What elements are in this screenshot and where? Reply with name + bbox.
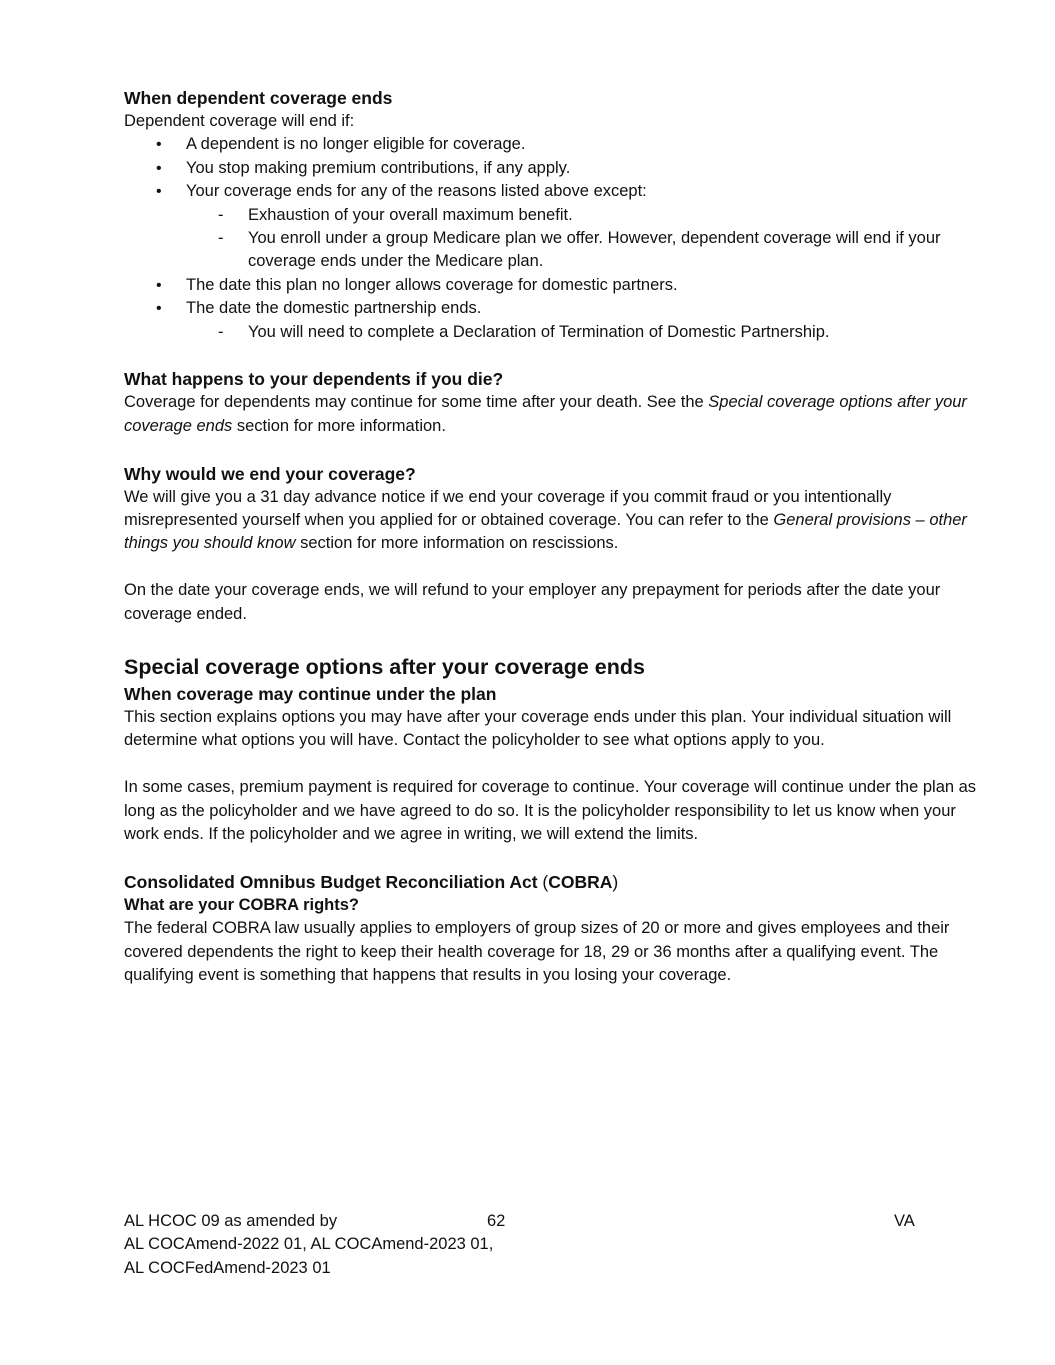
page-number: 62 <box>487 1212 506 1230</box>
page-footer <box>124 1210 924 1280</box>
section-heading-dependent-coverage-ends: When dependent coverage ends <box>124 88 393 108</box>
section-reference: Special coverage options after your coverage ends <box>124 393 967 435</box>
list-item: • The date this plan no longer allows coverage for domestic partners. <box>186 274 994 297</box>
text-span: section for more information on rescissions. <box>295 534 619 553</box>
text-span: We will give you a 31 day advance notice if we end your coverage if you commit fraud or you intentionally misrepresented yourself when you applied for or obtained coverage. You can refer to the <box>124 487 892 530</box>
subheading-cobra-rights: What are your COBRA rights? <box>124 895 359 914</box>
text-span: section for more information. <box>232 416 446 435</box>
paragraph: In some cases, premium payment is required for coverage to continue. Your coverage will continue under the plan as long as the policyholder and we have agreed to do so. It is the policyholder responsibility to let us know when your work ends. If the policyholder and we agree in writing, we will extend the limits. <box>124 778 977 844</box>
heading-text: Consolidated Omnibus Budget Reconciliation Act <box>124 871 543 892</box>
footer-fed-amendment-line: AL COCFedAmend-2023 01 <box>124 1258 331 1277</box>
list-item: - You will need to complete a Declaration of Termination of Domestic Partnership. <box>248 321 994 344</box>
list-item <box>186 180 994 274</box>
section-heading-why-end-coverage: Why would we end your coverage? <box>124 463 416 484</box>
section-heading-dependents-if-you-die: What happens to your dependents if you die? <box>124 369 504 390</box>
list-item: - Exhaustion of your overall maximum benefit. <box>248 204 994 227</box>
heading-acronym: COBRA <box>548 871 613 892</box>
footer-form-id: AL HCOC 09 as amended by <box>124 1212 338 1230</box>
list-item: • A dependent is no longer eligible for coverage. <box>186 133 994 156</box>
dash-list <box>186 204 994 274</box>
section-reference: General provisions – other things you should know <box>124 511 967 553</box>
page-body <box>124 86 994 988</box>
list-item: - You enroll under a group Medicare plan we offer. However, dependent coverage will end if your coverage ends under the Medicare plan. <box>248 227 994 274</box>
section-title-special-coverage-options: Special coverage options after your coverage ends <box>124 655 645 680</box>
section-heading-coverage-may-continue: When coverage may continue under the plan <box>124 684 497 705</box>
paragraph <box>124 391 994 438</box>
list-item-text: The date the domestic partnership ends. <box>186 299 482 318</box>
intro-text: Dependent coverage will end if: <box>124 112 355 130</box>
list-item: • You stop making premium contributions, if any apply. <box>186 157 994 180</box>
bullet-list <box>124 133 994 344</box>
heading-paren: ) <box>612 871 619 892</box>
section-heading-cobra <box>124 870 994 894</box>
list-item <box>186 297 994 344</box>
text-span: Coverage for dependents may continue for some time after your death. See the <box>124 393 709 412</box>
paragraph: This section explains options you may have after your coverage ends under this plan. Your individual situation will determine what options you will have. Contact the policyholder to see what options apply to you. <box>124 708 952 750</box>
paragraph <box>124 486 994 556</box>
heading-paren: ( <box>542 871 549 892</box>
state-code: VA <box>894 1212 915 1230</box>
paragraph: On the date your coverage ends, we will refund to your employer any prepayment for periods after the date your coverage ended. <box>124 581 941 623</box>
paragraph: The federal COBRA law usually applies to employers of group sizes of 20 or more and gives employees and their covered dependents the right to keep their health coverage for 18, 29 or 36 months after a qualifying event. The qualifying event is something that happens that results in you losing your coverage. <box>124 919 950 985</box>
footer-amendments-line: AL COCAmend-2022 01, AL COCAmend-2023 01, <box>124 1235 494 1254</box>
list-item-text: Your coverage ends for any of the reasons listed above except: <box>186 182 647 201</box>
dash-list <box>186 321 994 344</box>
